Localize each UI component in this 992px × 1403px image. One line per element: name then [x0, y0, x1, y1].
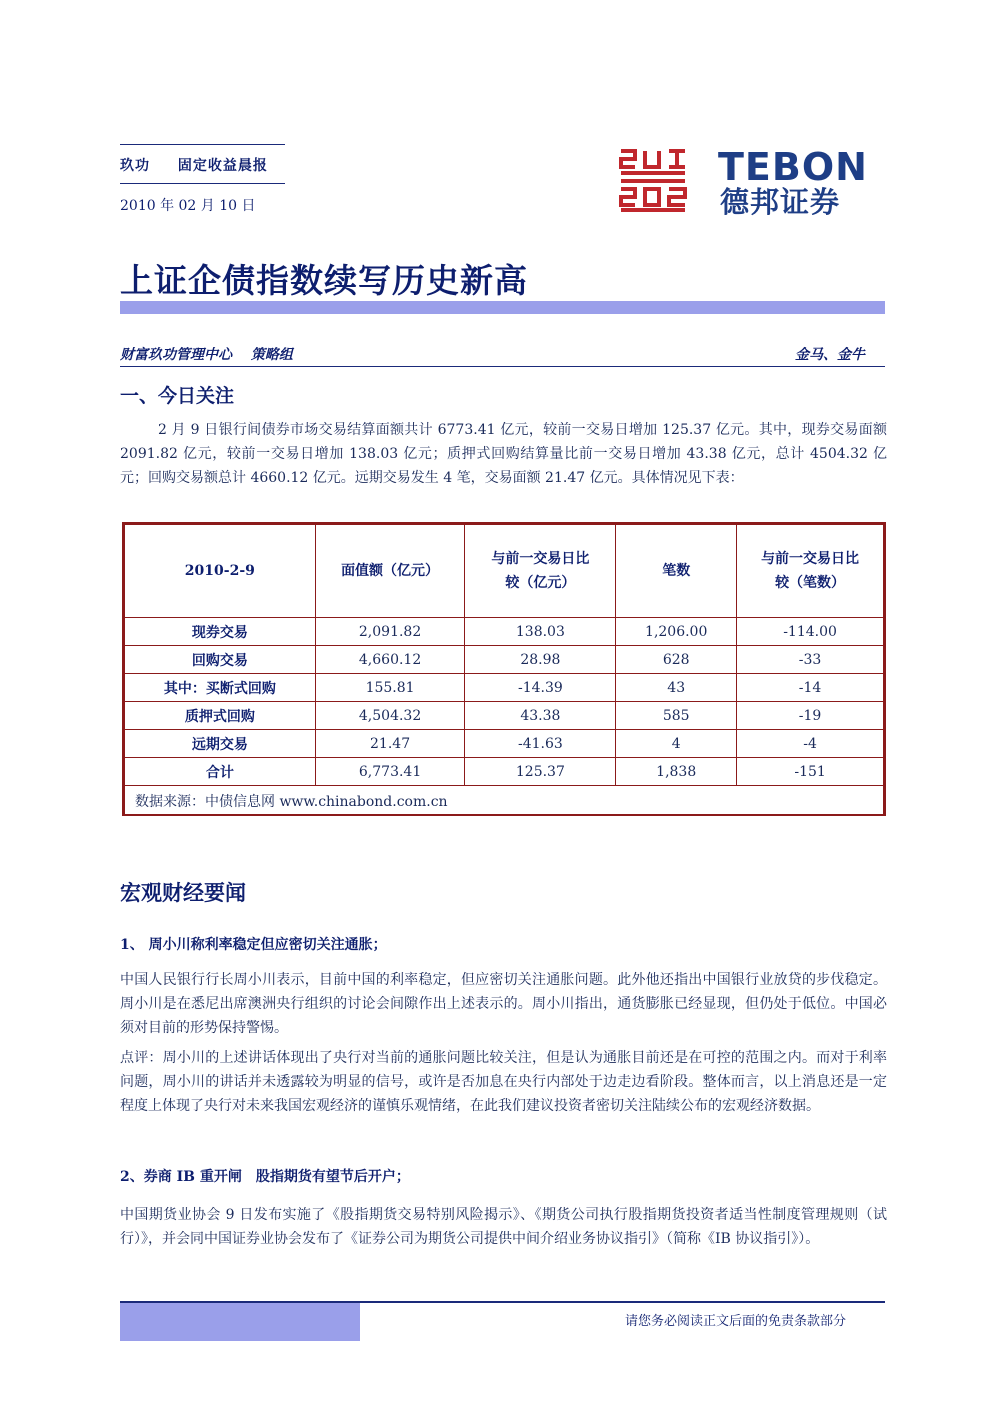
author-dept: 财富玖功管理中心 [120, 347, 232, 363]
table-cell: 43.38 [465, 702, 616, 730]
logo-en: TEBON [718, 145, 868, 189]
table-row [125, 730, 884, 758]
table-cell: 4,660.12 [315, 646, 465, 674]
trade-table [122, 522, 886, 816]
footer-accent-box [120, 1303, 360, 1341]
author-names: 金马、金牛 [795, 347, 865, 363]
table-cell: -14.39 [465, 674, 616, 702]
table-cell: 138.03 [465, 618, 616, 646]
row-label: 回购交易 [125, 646, 316, 674]
table-cell: 155.81 [315, 674, 465, 702]
table-cell: -151 [737, 758, 884, 786]
table-cell: 4 [616, 730, 737, 758]
table-cell: -14 [737, 674, 884, 702]
table-header-row [125, 525, 884, 618]
table-cell: 628 [616, 646, 737, 674]
table-cell: 1,838 [616, 758, 737, 786]
table-cell: -33 [737, 646, 884, 674]
report-date: 2010 年 02 月 10 日 [120, 198, 256, 214]
table-cell: -19 [737, 702, 884, 730]
table-source-row [125, 786, 884, 816]
seal-logo-icon [618, 147, 688, 213]
table-cell: -41.63 [465, 730, 616, 758]
row-label: 其中：买断式回购 [125, 674, 316, 702]
table-cell: 6,773.41 [315, 758, 465, 786]
table-header-cell: 面值额（亿元） [315, 525, 465, 618]
table-header-cell: 与前一交易日比较（笔数） [737, 525, 884, 618]
table-row [125, 758, 884, 786]
table-source: 数据来源：中债信息网 www.chinabond.com.cn [125, 786, 884, 816]
table-header-cell: 笔数 [616, 525, 737, 618]
table-cell: 2,091.82 [315, 618, 465, 646]
news-body-1: 中国人民银行行长周小川表示，目前中国的利率稳定，但应密切关注通胀问题。此外他还指出中国银行业放贷的步伐稳定。周小川是在悉尼出席澳洲央行组织的讨论会间隙作出上述表示的。周小川指出，通货膨胀已经显现，但仍处于低位。中国必须对目前的形势保持警惕。 [120, 972, 887, 1036]
table-header-cell: 2010-2-9 [125, 525, 316, 618]
header-top-rule [120, 144, 285, 145]
table-cell: -114.00 [737, 618, 884, 646]
row-label: 质押式回购 [125, 702, 316, 730]
author-dept-group [120, 344, 307, 364]
report-type: 固定收益晨报 [177, 158, 268, 174]
author-group: 策略组 [250, 347, 293, 363]
trade-table-grid [124, 524, 884, 816]
news-comment-1: 点评：周小川的上述讲话体现出了央行对当前的通胀问题比较关注，但是认为通胀目前还是在可控的范围之内。而对于利率问题，周小川的讲话并未透露较为明显的信号，或许是否加息在央行内部处于边走边看阶段。整体而言，以上消息还是一定程度上体现了央行对未来我国宏观经济的谨慎乐观情绪，在此我们建议投资者密切关注陆续公布的宏观经济数据。 [120, 1050, 887, 1114]
brand-name: 玖功 [120, 158, 150, 174]
table-cell: 28.98 [465, 646, 616, 674]
table-row [125, 646, 884, 674]
report-header [120, 155, 290, 175]
table-row [125, 618, 884, 646]
table-cell: 4,504.32 [315, 702, 465, 730]
header-mid-rule [120, 183, 285, 184]
table-cell: 125.37 [465, 758, 616, 786]
title-bar [120, 301, 885, 314]
table-row [125, 674, 884, 702]
row-label: 现券交易 [125, 618, 316, 646]
table-cell: 585 [616, 702, 737, 730]
table-cell: 43 [616, 674, 737, 702]
news-title-2: 2、券商 IB 重开闸 股指期货有望节后开户； [120, 1169, 410, 1185]
table-row [125, 702, 884, 730]
footer-disclaimer: 请您务必阅读正文后面的免责条款部分 [625, 1314, 847, 1329]
table-cell: 1,206.00 [616, 618, 737, 646]
author-row [120, 342, 885, 367]
table-header-cell: 与前一交易日比较（亿元） [465, 525, 616, 618]
today-paragraph: 2 月 9 日银行间债券市场交易结算面额共计 6773.41 亿元，较前一交易日增加 125.37 亿元。其中，现券交易面额 2091.82 亿元，较前一交易日增加 138.03 亿元；质押式回购结算量比前一交易日增加 43.38 亿元，总计 4504.32 亿元；回购交易额总计 4660.12 亿元。远期交易发生 4 笔，交易面额 21.47 亿元。具体情况见下表： [120, 422, 887, 486]
logo-cn: 德邦证券 [720, 185, 841, 219]
table-cell: -4 [737, 730, 884, 758]
page-title: 上证企债指数续写历史新高 [120, 261, 528, 300]
row-label: 合计 [125, 758, 316, 786]
section-heading-macro: 宏观财经要闻 [120, 880, 246, 905]
section-heading-today: 一、今日关注 [120, 385, 235, 407]
table-cell: 21.47 [315, 730, 465, 758]
row-label: 远期交易 [125, 730, 316, 758]
news-title-1: 1、 周小川称利率稳定但应密切关注通胀； [120, 937, 387, 953]
news-body-2: 中国期货业协会 9 日发布实施了《股指期货交易特别风险揭示》、《期货公司执行股指期货投资者适当性制度管理规则（试行）》，并会同中国证券业协会发布了《证券公司为期货公司提供中间介绍业务协议指引》（简称《IB 协议指引》）。 [120, 1207, 887, 1247]
